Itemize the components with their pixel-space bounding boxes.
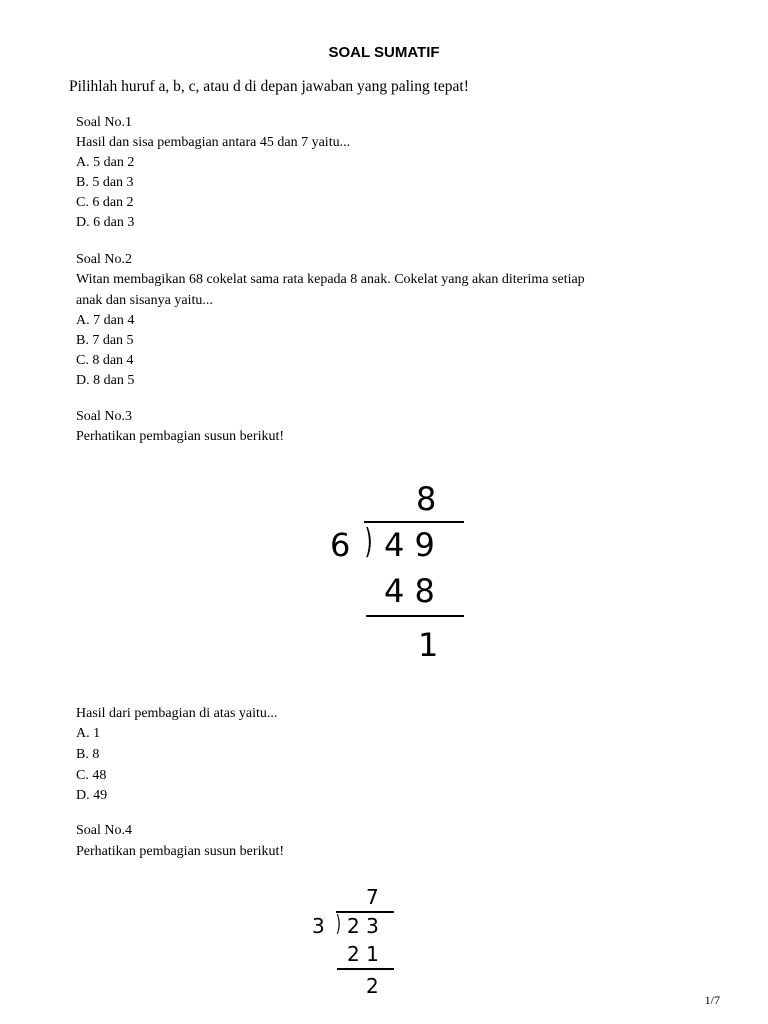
option-b: B. 8 — [76, 747, 100, 762]
question-label: Soal No.4 — [76, 823, 132, 838]
division-quotient: 7 — [366, 885, 379, 909]
question-text: Perhatikan pembagian susun berikut! — [76, 844, 285, 859]
division-remainder: 2 — [366, 974, 379, 998]
division-quotient: 8 — [416, 480, 437, 518]
option-d: D. 49 — [76, 788, 108, 803]
division-dividend: 2 3 — [347, 914, 379, 938]
question-text: Hasil dan sisa pembagian antara 45 dan 7 yaitu... — [76, 135, 351, 150]
question-text: Perhatikan pembagian susun berikut! — [76, 429, 285, 444]
subtraction-line — [337, 968, 394, 970]
division-product: 4 8 — [384, 572, 435, 610]
instruction-text: Pilihlah huruf a, b, c, atau d di depan jawaban yang paling tepat! — [69, 78, 469, 95]
option-b: B. 7 dan 5 — [76, 333, 134, 348]
option-c: C. 48 — [76, 768, 107, 783]
page-number: 1/7 — [704, 993, 720, 1007]
division-divisor: 3 — [312, 914, 325, 938]
option-b: B. 5 dan 3 — [76, 175, 134, 190]
division-product: 2 1 — [347, 942, 379, 966]
subtraction-line — [366, 615, 464, 617]
option-d: D. 8 dan 5 — [76, 373, 135, 388]
option-c: C. 8 dan 4 — [76, 353, 134, 368]
option-a: A. 7 dan 4 — [76, 313, 135, 328]
option-a: A. 1 — [76, 726, 101, 741]
division-divisor: 6 — [330, 526, 351, 564]
division-bracket: ) — [335, 912, 341, 937]
question-text-line-2: anak dan sisanya yaitu... — [76, 293, 213, 308]
division-remainder: 1 — [418, 626, 439, 664]
division-bar — [336, 911, 394, 913]
question-text: Hasil dari pembagian di atas yaitu... — [76, 706, 278, 721]
option-d: D. 6 dan 3 — [76, 215, 135, 230]
question-text-line-1: Witan membagikan 68 cokelat sama rata kepada 8 anak. Cokelat yang akan diterima setiap — [76, 272, 585, 287]
division-bracket: ) — [364, 522, 373, 562]
question-label: Soal No.1 — [76, 115, 132, 130]
division-bar — [364, 521, 464, 523]
question-label: Soal No.3 — [76, 409, 132, 424]
option-c: C. 6 dan 2 — [76, 195, 134, 210]
question-label: Soal No.2 — [76, 252, 132, 267]
division-dividend: 4 9 — [384, 526, 435, 564]
option-a: A. 5 dan 2 — [76, 155, 135, 170]
page-title: SOAL SUMATIF — [328, 44, 440, 61]
